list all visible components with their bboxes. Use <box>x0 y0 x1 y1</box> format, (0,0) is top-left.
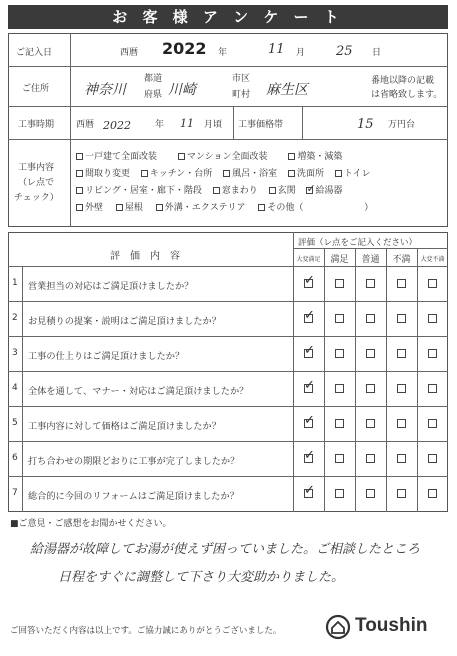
rating-checkbox[interactable] <box>335 384 344 393</box>
rating-column-header: 満足 <box>330 255 349 265</box>
rating-column-header: 不満 <box>392 255 411 265</box>
evaluation-table <box>8 232 448 512</box>
comments-label: ■ご意見・ご感想をお聞かせください。 <box>10 519 172 529</box>
question-text: お見積りの提案・説明はご満足頂けましたか？ <box>28 316 221 327</box>
option-checkbox[interactable]: 一戸建て全面改装 <box>76 152 157 162</box>
check-mark-icon: ✓ <box>304 343 315 358</box>
date-year-unit: 年 <box>218 48 228 58</box>
rating-checkbox[interactable] <box>335 489 344 498</box>
question-text: 打ち合わせの期限どおりに工事が完了しましたか？ <box>28 456 240 467</box>
rating-checkbox[interactable] <box>397 314 406 323</box>
divider <box>8 106 448 107</box>
rating-checkbox[interactable] <box>428 279 437 288</box>
rating-checkbox[interactable] <box>366 279 375 288</box>
divider <box>8 66 448 67</box>
period-label: 工事時期 <box>18 120 55 130</box>
option-checkbox[interactable]: 屋根 <box>116 203 143 213</box>
address-note-2: は省略致します。 <box>371 90 443 100</box>
rating-checkbox[interactable] <box>366 489 375 498</box>
rating-checkbox[interactable] <box>335 419 344 428</box>
footer-text: ご回答いただく内容は以上です。ご協力誠にありがとうございました。 <box>10 626 282 636</box>
rating-column-header: 大変不満 <box>420 256 445 263</box>
rating-checkbox[interactable] <box>397 349 406 358</box>
address-city: 川崎 <box>168 82 196 98</box>
question-number: 7 <box>12 488 18 498</box>
question-text: 営業担当の対応はご満足頂けましたか？ <box>28 281 194 292</box>
rating-checkbox[interactable] <box>304 273 315 288</box>
other-close-paren: ） <box>364 203 374 213</box>
content-row-2 <box>76 166 370 179</box>
option-checkbox[interactable]: 増築・減築 <box>288 152 342 162</box>
rating-checkbox[interactable] <box>335 349 344 358</box>
address-label: ご住所 <box>22 84 50 94</box>
option-checkbox[interactable]: 風呂・浴室 <box>223 169 277 179</box>
rating-checkbox[interactable] <box>366 419 375 428</box>
divider <box>8 371 448 372</box>
rating-checkbox[interactable] <box>366 349 375 358</box>
rating-checkbox[interactable] <box>428 419 437 428</box>
rating-column-header: 普通 <box>361 255 380 265</box>
divider <box>355 248 356 512</box>
rating-checkbox[interactable] <box>428 349 437 358</box>
question-number: 6 <box>12 453 18 463</box>
rating-checkbox[interactable] <box>304 413 315 428</box>
divider <box>8 139 448 140</box>
check-mark-icon: ✓ <box>304 378 315 393</box>
divider <box>8 301 448 302</box>
rating-checkbox[interactable] <box>304 448 315 463</box>
date-month-unit: 月 <box>296 48 306 58</box>
address-note-1: 番地以降の記載 <box>371 76 435 86</box>
period-month: 11 <box>180 117 194 130</box>
question-text: 工事の仕上りはご満足頂けましたか？ <box>28 351 185 362</box>
rating-checkbox[interactable] <box>304 378 315 393</box>
question-text: 総合的に今回のリフォームはご満足頂けましたか？ <box>28 491 239 502</box>
date-day-unit: 日 <box>372 48 382 58</box>
option-checkbox[interactable]: 洗面所 <box>288 169 324 179</box>
option-checkbox[interactable]: その他（ <box>258 203 303 213</box>
address-pref-top: 都道 <box>144 74 163 84</box>
check-mark-icon: ✓ <box>304 448 315 463</box>
rating-checkbox[interactable] <box>428 384 437 393</box>
rating-header: 評価（レ点をご記入ください） <box>298 238 418 248</box>
rating-checkbox[interactable] <box>397 384 406 393</box>
question-text: 工事内容に対して価格はご満足頂けましたか？ <box>28 421 221 432</box>
evaluation-header-label: 評 価 内 容 <box>110 251 180 262</box>
check-mark-icon: ✓ <box>304 308 315 323</box>
content-row-4 <box>76 200 373 213</box>
rating-checkbox[interactable] <box>397 454 406 463</box>
rating-checkbox[interactable] <box>428 489 437 498</box>
rating-checkbox[interactable] <box>428 454 437 463</box>
check-mark-icon: ✓ <box>304 413 315 428</box>
divider <box>293 248 448 249</box>
option-checkbox[interactable]: キッチン・台所 <box>141 169 212 179</box>
divider <box>8 441 448 442</box>
rating-column-header: 大変満足 <box>296 256 321 263</box>
divider <box>293 248 294 512</box>
divider <box>417 248 418 512</box>
price-unit: 万円台 <box>388 120 416 130</box>
option-checkbox[interactable]: トイレ <box>335 169 371 179</box>
check-mark-icon: ✓ <box>304 273 315 288</box>
content-label-3: チェック） <box>14 193 59 203</box>
rating-checkbox[interactable] <box>397 279 406 288</box>
content-label-2: （レ点で <box>18 178 55 188</box>
rating-checkbox[interactable] <box>428 314 437 323</box>
divider <box>386 248 387 512</box>
date-era: 西暦 <box>120 48 139 58</box>
price-value: 15 <box>357 117 374 132</box>
divider <box>324 248 325 512</box>
divider <box>8 336 448 337</box>
period-era: 西暦 <box>76 120 95 130</box>
option-checkbox[interactable]: 間取り変更 <box>76 169 130 179</box>
address-pref-bottom: 府県 <box>144 90 163 100</box>
option-checkbox[interactable]: 外壁 <box>76 203 103 213</box>
content-label-1: 工事内容 <box>18 163 55 173</box>
rating-checkbox[interactable] <box>397 489 406 498</box>
date-year: 2022 <box>162 39 207 58</box>
address-town: 麻生区 <box>266 82 308 98</box>
period-year: 2022 <box>103 119 131 132</box>
rating-checkbox[interactable] <box>304 308 315 323</box>
rating-checkbox[interactable] <box>335 454 344 463</box>
comments-line-2: 日程をすぐに調整して下さり大変助かりました。 <box>58 570 345 585</box>
divider <box>8 476 448 477</box>
brand-name: Toushin <box>355 615 428 636</box>
option-checkbox[interactable]: 玄関 <box>269 186 296 196</box>
divider <box>233 106 234 139</box>
address-city-top: 市区 <box>232 74 251 84</box>
content-row-1 <box>76 149 342 162</box>
question-number: 4 <box>12 383 18 393</box>
price-label: 工事価格帯 <box>238 120 284 130</box>
house-icon <box>325 614 351 640</box>
question-number: 3 <box>12 348 18 358</box>
question-number: 5 <box>12 418 18 428</box>
date-label: ご記入日 <box>16 48 53 58</box>
rating-checkbox[interactable] <box>366 384 375 393</box>
period-year-unit: 年 <box>155 120 165 130</box>
question-number: 2 <box>12 313 18 323</box>
option-checkbox[interactable]: リビング・居室・廊下・階段 <box>76 186 202 196</box>
rating-checkbox[interactable] <box>397 419 406 428</box>
option-checkbox[interactable]: 外溝・エクステリア <box>156 203 246 213</box>
survey-title: お 客 様 ア ン ケ ー ト <box>8 5 448 29</box>
rating-checkbox[interactable] <box>366 454 375 463</box>
date-day: 25 <box>336 44 353 59</box>
rating-checkbox[interactable] <box>335 314 344 323</box>
period-month-unit: 月頃 <box>204 120 223 130</box>
divider <box>8 406 448 407</box>
rating-checkbox[interactable] <box>335 279 344 288</box>
rating-checkbox[interactable] <box>304 343 315 358</box>
option-checkbox-checked[interactable]: ✓ 給湯器 <box>306 182 343 196</box>
info-table <box>8 33 448 227</box>
question-text: 全体を通して、マナー・対応はご満足頂けましたか？ <box>28 386 249 397</box>
divider <box>8 266 448 267</box>
comments-line-1: 給湯器が故障してお湯が使えず困っていました。ご相談したところ <box>30 542 421 557</box>
option-checkbox[interactable]: 窓まわり <box>213 186 258 196</box>
check-mark-icon: ✓ <box>304 483 315 498</box>
rating-checkbox[interactable] <box>304 483 315 498</box>
content-row-3 <box>76 183 343 196</box>
question-number: 1 <box>12 278 18 288</box>
divider <box>302 106 303 139</box>
option-checkbox[interactable]: マンション全面改装 <box>178 152 268 162</box>
address-prefecture: 神奈川 <box>84 82 126 98</box>
date-month: 11 <box>268 42 285 57</box>
divider <box>70 33 71 227</box>
rating-checkbox[interactable] <box>366 314 375 323</box>
address-city-bottom: 町村 <box>232 90 251 100</box>
brand-logo <box>325 612 450 642</box>
